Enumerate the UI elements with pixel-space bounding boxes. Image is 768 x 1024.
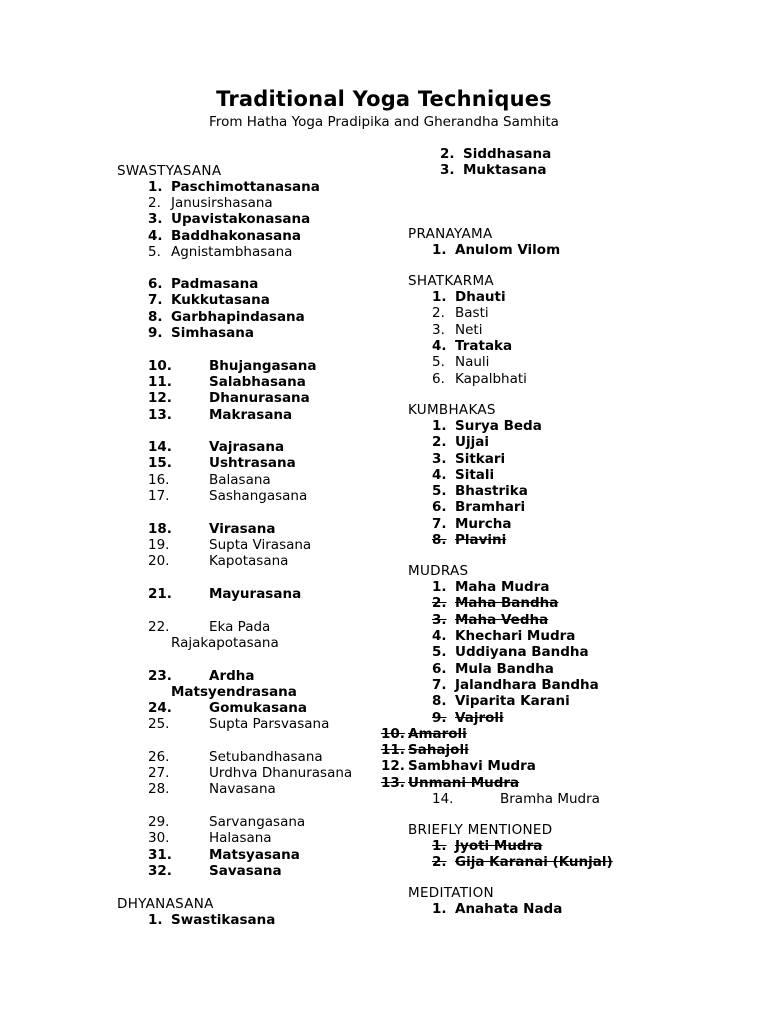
item-label-continued: Rajakapotasana xyxy=(171,635,279,651)
item-label: Sitkari xyxy=(455,451,506,467)
item-label: Upavistakonasana xyxy=(171,211,311,227)
item-number: 8. xyxy=(432,693,447,709)
item-label: Siddhasana xyxy=(463,146,552,162)
item-label: Murcha xyxy=(455,516,512,532)
item-number: 14. xyxy=(148,439,172,455)
item-label: Uddiyana Bandha xyxy=(455,644,589,660)
item-number: 2. xyxy=(440,146,455,162)
item-number: 4. xyxy=(148,228,163,244)
item-label: Jalandhara Bandha xyxy=(455,677,599,693)
item-number: 32. xyxy=(148,863,172,879)
item-label: Janusirshasana xyxy=(171,195,273,211)
item-label: Vajrasana xyxy=(209,439,285,455)
item-number: 1. xyxy=(148,912,163,928)
item-number: 1. xyxy=(432,289,447,305)
section-heading-briefly-mentioned: BRIEFLY MENTIONED xyxy=(408,822,553,838)
item-number: 3. xyxy=(432,451,447,467)
item-label: Simhasana xyxy=(171,325,255,341)
item-number: 3. xyxy=(432,322,445,338)
item-label: Sambhavi Mudra xyxy=(408,758,536,774)
item-label: Nauli xyxy=(455,354,490,370)
item-label: Balasana xyxy=(209,472,271,488)
item-label: Dhauti xyxy=(455,289,506,305)
item-label: Supta Parsvasana xyxy=(209,716,330,732)
item-number: 14. xyxy=(432,791,454,807)
section-heading-pranayama: PRANAYAMA xyxy=(408,226,493,242)
item-number: 4. xyxy=(432,467,447,483)
item-label: Setubandhasana xyxy=(209,749,323,765)
item-label: Khechari Mudra xyxy=(455,628,576,644)
item-number: 22. xyxy=(148,619,170,635)
item-number: 6. xyxy=(432,661,447,677)
section-heading-mudras: MUDRAS xyxy=(408,563,469,579)
item-number: 1. xyxy=(432,418,447,434)
item-number: 1. xyxy=(148,179,163,195)
item-label: Agnistambhasana xyxy=(171,244,293,260)
document-subtitle: From Hatha Yoga Pradipika and Gherandha Samhita xyxy=(209,114,559,130)
item-number: 24. xyxy=(148,700,172,716)
item-label: Vajroli xyxy=(455,710,504,726)
item-label: Neti xyxy=(455,322,483,338)
item-number: 6. xyxy=(432,499,447,515)
item-label: Bhujangasana xyxy=(209,358,317,374)
item-number: 13. xyxy=(148,407,172,423)
item-label: Anulom Vilom xyxy=(455,242,561,258)
item-label: Padmasana xyxy=(171,276,259,292)
item-label: Muktasana xyxy=(463,162,547,178)
item-number: 25. xyxy=(148,716,170,732)
item-label: Unmani Mudra xyxy=(408,775,520,791)
item-label: Halasana xyxy=(209,830,272,846)
item-label: Maha Vedha xyxy=(455,612,549,628)
item-label: Amaroli xyxy=(408,726,467,742)
document-title: Traditional Yoga Techniques xyxy=(216,87,552,111)
item-label: Ardha xyxy=(209,668,255,684)
item-number: 11. xyxy=(381,742,405,758)
item-number: 10. xyxy=(148,358,172,374)
item-number: 1. xyxy=(432,838,447,854)
item-number: 11. xyxy=(148,374,172,390)
item-number: 5. xyxy=(432,483,447,499)
item-label: Kapalbhati xyxy=(455,371,527,387)
item-number: 12. xyxy=(148,390,172,406)
item-label: Swastikasana xyxy=(171,912,276,928)
item-number: 20. xyxy=(148,553,170,569)
item-number: 6. xyxy=(148,276,163,292)
item-number: 12. xyxy=(381,758,405,774)
item-number: 2. xyxy=(148,195,161,211)
item-number: 16. xyxy=(148,472,170,488)
item-label: Paschimottanasana xyxy=(171,179,320,195)
item-label: Garbhapindasana xyxy=(171,309,305,325)
item-label: Navasana xyxy=(209,781,276,797)
section-heading-kumbhakas: KUMBHAKAS xyxy=(408,402,496,418)
item-number: 9. xyxy=(432,710,447,726)
item-label: Eka Pada xyxy=(209,619,271,635)
item-label: Sahajoli xyxy=(408,742,469,758)
item-label: Matsyasana xyxy=(209,847,300,863)
item-label: Kapotasana xyxy=(209,553,289,569)
item-label: Bramha Mudra xyxy=(500,791,600,807)
item-number: 6. xyxy=(432,371,445,387)
item-number: 28. xyxy=(148,781,170,797)
item-number: 2. xyxy=(432,854,447,870)
item-number: 26. xyxy=(148,749,170,765)
item-number: 15. xyxy=(148,455,172,471)
item-number: 30. xyxy=(148,830,170,846)
item-label: Bramhari xyxy=(455,499,526,515)
item-number: 7. xyxy=(432,677,447,693)
item-label: Supta Virasana xyxy=(209,537,312,553)
item-label-continued: Matsyendrasana xyxy=(171,684,297,700)
item-number: 8. xyxy=(432,532,447,548)
item-number: 23. xyxy=(148,668,172,684)
item-label: Kukkutasana xyxy=(171,292,270,308)
section-heading-shatkarma: SHATKARMA xyxy=(408,273,494,289)
item-label: Trataka xyxy=(455,338,513,354)
item-number: 19. xyxy=(148,537,170,553)
item-number: 8. xyxy=(148,309,163,325)
section-heading-meditation: MEDITATION xyxy=(408,885,494,901)
item-number: 4. xyxy=(432,628,447,644)
item-label: Urdhva Dhanurasana xyxy=(209,765,353,781)
item-number: 5. xyxy=(432,354,445,370)
item-number: 5. xyxy=(432,644,447,660)
item-label: Mayurasana xyxy=(209,586,302,602)
item-label: Bhastrika xyxy=(455,483,528,499)
item-number: 3. xyxy=(432,612,447,628)
item-label: Viparita Karani xyxy=(455,693,570,709)
item-number: 3. xyxy=(440,162,455,178)
item-number: 3. xyxy=(148,211,163,227)
item-number: 10. xyxy=(381,726,405,742)
item-number: 1. xyxy=(432,579,447,595)
item-number: 27. xyxy=(148,765,170,781)
item-number: 7. xyxy=(148,292,163,308)
item-label: Ujjai xyxy=(455,434,489,450)
item-label: Sashangasana xyxy=(209,488,308,504)
item-label: Maha Mudra xyxy=(455,579,550,595)
item-number: 4. xyxy=(432,338,447,354)
item-label: Anahata Nada xyxy=(455,901,563,917)
item-number: 2. xyxy=(432,305,445,321)
item-number: 7. xyxy=(432,516,447,532)
item-number: 9. xyxy=(148,325,163,341)
item-number: 18. xyxy=(148,521,172,537)
item-number: 31. xyxy=(148,847,172,863)
section-heading-dhyanasana: DHYANASANA xyxy=(117,896,214,912)
item-number: 29. xyxy=(148,814,170,830)
item-label: Jyoti Mudra xyxy=(455,838,543,854)
item-label: Makrasana xyxy=(209,407,293,423)
item-label: Dhanurasana xyxy=(209,390,310,406)
section-heading-swastyasana: SWASTYASANA xyxy=(117,163,222,179)
item-label: Gija Karanai (Kunjal) xyxy=(455,854,613,870)
item-label: Virasana xyxy=(209,521,276,537)
item-label: Baddhakonasana xyxy=(171,228,301,244)
item-label: Ushtrasana xyxy=(209,455,296,471)
item-number: 1. xyxy=(432,242,447,258)
item-label: Sarvangasana xyxy=(209,814,306,830)
item-number: 13. xyxy=(381,775,405,791)
item-number: 2. xyxy=(432,595,447,611)
item-label: Savasana xyxy=(209,863,282,879)
item-label: Sitali xyxy=(455,467,495,483)
item-number: 1. xyxy=(432,901,447,917)
item-number: 5. xyxy=(148,244,161,260)
item-number: 17. xyxy=(148,488,170,504)
item-label: Plavini xyxy=(455,532,507,548)
item-label: Basti xyxy=(455,305,489,321)
item-label: Salabhasana xyxy=(209,374,306,390)
item-label: Surya Beda xyxy=(455,418,542,434)
item-label: Gomukasana xyxy=(209,700,307,716)
item-number: 21. xyxy=(148,586,172,602)
item-label: Mula Bandha xyxy=(455,661,554,677)
item-label: Maha Bandha xyxy=(455,595,559,611)
item-number: 2. xyxy=(432,434,447,450)
